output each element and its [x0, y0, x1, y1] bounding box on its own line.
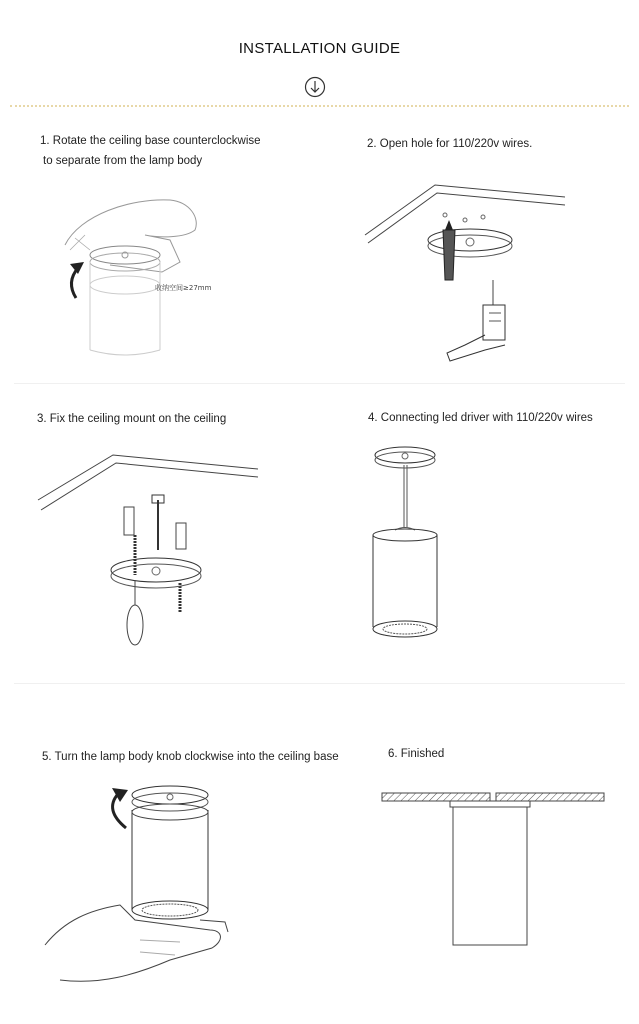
step-2-label: 2. Open hole for 110/220v wires. — [367, 138, 533, 150]
step-3-illustration — [38, 455, 263, 655]
rotate-arrow-icon — [70, 262, 84, 298]
page-title: INSTALLATION GUIDE — [238, 40, 401, 57]
step-6-label: 6. Finished — [388, 748, 445, 760]
row-divider — [14, 683, 625, 684]
step-2-illustration — [365, 185, 575, 370]
row-divider — [14, 383, 625, 384]
step-1-label: 1. Rotate the ceiling base counterclockwise to separate from the lamp body — [40, 135, 261, 167]
step-3-label: 3. Fix the ceiling mount on the ceiling — [37, 413, 227, 425]
step-6-illustration — [378, 788, 608, 948]
step-1-illustration — [50, 190, 250, 365]
step-5-illustration — [40, 780, 240, 985]
down-arrow-circle-icon — [304, 76, 326, 98]
step-5-label: 5. Turn the lamp body knob clockwise into the ceiling base — [42, 751, 339, 763]
step-1-note: 收纳空间≥27mm — [155, 284, 212, 292]
step-4-label: 4. Connecting led driver with 110/220v wires — [368, 412, 593, 424]
step-4-illustration — [370, 445, 440, 645]
header-divider — [10, 105, 629, 107]
